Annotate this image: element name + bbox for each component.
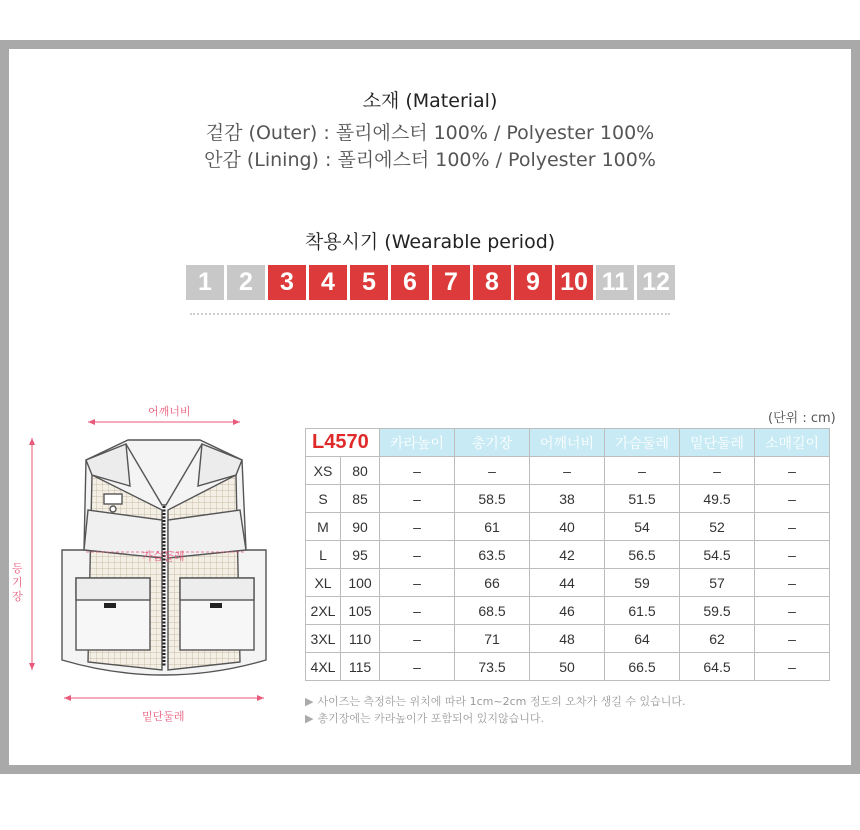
triangle-icon: ▶ bbox=[305, 695, 314, 708]
month-strip bbox=[186, 265, 675, 300]
table-row bbox=[306, 457, 830, 485]
value-cell: 54.5 bbox=[680, 541, 755, 569]
value-cell: 56.5 bbox=[605, 541, 680, 569]
value-cell: 64.5 bbox=[680, 653, 755, 681]
material-outer: 겉감 (Outer) : 폴리에스터 100% / Polyester 100% bbox=[205, 122, 655, 144]
value-cell: 62 bbox=[680, 625, 755, 653]
header-sleeve: 소매길이 bbox=[755, 429, 830, 457]
notes bbox=[305, 693, 685, 727]
chest-label: 가슴둘레 bbox=[142, 550, 185, 563]
table-row bbox=[306, 569, 830, 597]
size-cell: S bbox=[306, 485, 341, 513]
value-cell: – bbox=[530, 457, 605, 485]
table-row bbox=[306, 513, 830, 541]
value-cell: 66 bbox=[455, 569, 530, 597]
hem-measure bbox=[64, 695, 264, 701]
value-cell: – bbox=[380, 653, 455, 681]
value-cell: 66.5 bbox=[605, 653, 680, 681]
value-cell: – bbox=[755, 653, 830, 681]
table-row bbox=[306, 625, 830, 653]
dotted-divider bbox=[190, 313, 670, 315]
month-1: 1 bbox=[186, 265, 224, 300]
triangle-icon: ▶ bbox=[305, 712, 314, 725]
material-lining: 안감 (Lining) : 폴리에스터 100% / Polyester 100% bbox=[204, 149, 656, 171]
shoulder-measure bbox=[88, 419, 240, 425]
value-cell: 50 bbox=[530, 653, 605, 681]
value-cell: 59 bbox=[605, 569, 680, 597]
size-cell: XL bbox=[306, 569, 341, 597]
value-cell: 61 bbox=[455, 513, 530, 541]
length-measure bbox=[29, 438, 35, 670]
value-cell: – bbox=[605, 457, 680, 485]
size-cell: L bbox=[306, 541, 341, 569]
value-cell: 51.5 bbox=[605, 485, 680, 513]
value-cell: – bbox=[755, 597, 830, 625]
value-cell: – bbox=[755, 457, 830, 485]
value-cell: – bbox=[680, 457, 755, 485]
pocket-tab-right bbox=[210, 603, 222, 608]
month-10: 10 bbox=[555, 265, 593, 300]
month-11: 11 bbox=[596, 265, 634, 300]
table-row bbox=[306, 485, 830, 513]
shoulder-label: 어깨너비 bbox=[148, 405, 191, 418]
month-9: 9 bbox=[514, 265, 552, 300]
table-row bbox=[306, 597, 830, 625]
size-cell: M bbox=[306, 513, 341, 541]
value-cell: – bbox=[755, 541, 830, 569]
note-item: ▶ 사이즈는 측정하는 위치에 따라 1cm~2cm 정도의 오차가 생길 수 있습니다. bbox=[305, 695, 686, 708]
value-cell: 52 bbox=[680, 513, 755, 541]
length-label-2: 기 bbox=[12, 576, 23, 589]
value-cell: 54 bbox=[605, 513, 680, 541]
month-5: 5 bbox=[350, 265, 388, 300]
value-cell: 71 bbox=[455, 625, 530, 653]
value-cell: – bbox=[380, 457, 455, 485]
header-collar: 카라높이 bbox=[380, 429, 455, 457]
size-table-header bbox=[306, 429, 830, 457]
wearable-title: 착용시기 (Wearable period) bbox=[304, 231, 556, 253]
value-cell: – bbox=[380, 625, 455, 653]
hem-label: 밑단둘레 bbox=[142, 710, 185, 723]
value-cell: 42 bbox=[530, 541, 605, 569]
pocket-tab-left bbox=[104, 603, 116, 608]
value-cell: 58.5 bbox=[455, 485, 530, 513]
header-total-length: 총기장 bbox=[455, 429, 530, 457]
model-code: L4570 bbox=[306, 429, 380, 457]
table-row bbox=[306, 541, 830, 569]
size-number-cell: 100 bbox=[341, 569, 380, 597]
month-4: 4 bbox=[309, 265, 347, 300]
month-2: 2 bbox=[227, 265, 265, 300]
value-cell: 38 bbox=[530, 485, 605, 513]
month-6: 6 bbox=[391, 265, 429, 300]
value-cell: – bbox=[455, 457, 530, 485]
value-cell: – bbox=[380, 485, 455, 513]
value-cell: 44 bbox=[530, 569, 605, 597]
value-cell: 68.5 bbox=[455, 597, 530, 625]
value-cell: – bbox=[380, 513, 455, 541]
value-cell: – bbox=[755, 485, 830, 513]
value-cell: 64 bbox=[605, 625, 680, 653]
value-cell: 40 bbox=[530, 513, 605, 541]
header-chest: 가슴둘레 bbox=[605, 429, 680, 457]
size-number-cell: 85 bbox=[341, 485, 380, 513]
value-cell: 73.5 bbox=[455, 653, 530, 681]
value-cell: 48 bbox=[530, 625, 605, 653]
month-3: 3 bbox=[268, 265, 306, 300]
value-cell: 46 bbox=[530, 597, 605, 625]
month-7: 7 bbox=[432, 265, 470, 300]
value-cell: – bbox=[380, 597, 455, 625]
value-cell: – bbox=[755, 513, 830, 541]
size-number-cell: 105 bbox=[341, 597, 380, 625]
value-cell: 49.5 bbox=[680, 485, 755, 513]
size-cell: 2XL bbox=[306, 597, 341, 625]
value-cell: 63.5 bbox=[455, 541, 530, 569]
month-8: 8 bbox=[473, 265, 511, 300]
month-12: 12 bbox=[637, 265, 675, 300]
material-title: 소재 (Material) bbox=[362, 90, 498, 112]
value-cell: 59.5 bbox=[680, 597, 755, 625]
size-number-cell: 110 bbox=[341, 625, 380, 653]
vest-diagram bbox=[0, 400, 300, 730]
table-row bbox=[306, 653, 830, 681]
size-cell: XS bbox=[306, 457, 341, 485]
length-label-3: 장 bbox=[12, 590, 23, 603]
value-cell: – bbox=[380, 541, 455, 569]
value-cell: – bbox=[380, 569, 455, 597]
size-number-cell: 95 bbox=[341, 541, 380, 569]
header-shoulder: 어깨너비 bbox=[530, 429, 605, 457]
value-cell: – bbox=[755, 625, 830, 653]
unit-label: (단위 : cm) bbox=[768, 411, 836, 426]
size-table bbox=[305, 428, 830, 681]
size-number-cell: 80 bbox=[341, 457, 380, 485]
value-cell: 57 bbox=[680, 569, 755, 597]
value-cell: – bbox=[755, 569, 830, 597]
note-item: ▶ 총기장에는 카라높이가 포함되어 있지않습니다. bbox=[305, 712, 544, 725]
value-cell: 61.5 bbox=[605, 597, 680, 625]
length-label-1: 등 bbox=[12, 562, 23, 575]
size-cell: 4XL bbox=[306, 653, 341, 681]
size-cell: 3XL bbox=[306, 625, 341, 653]
header-hem: 밑단둘레 bbox=[680, 429, 755, 457]
size-number-cell: 90 bbox=[341, 513, 380, 541]
size-number-cell: 115 bbox=[341, 653, 380, 681]
